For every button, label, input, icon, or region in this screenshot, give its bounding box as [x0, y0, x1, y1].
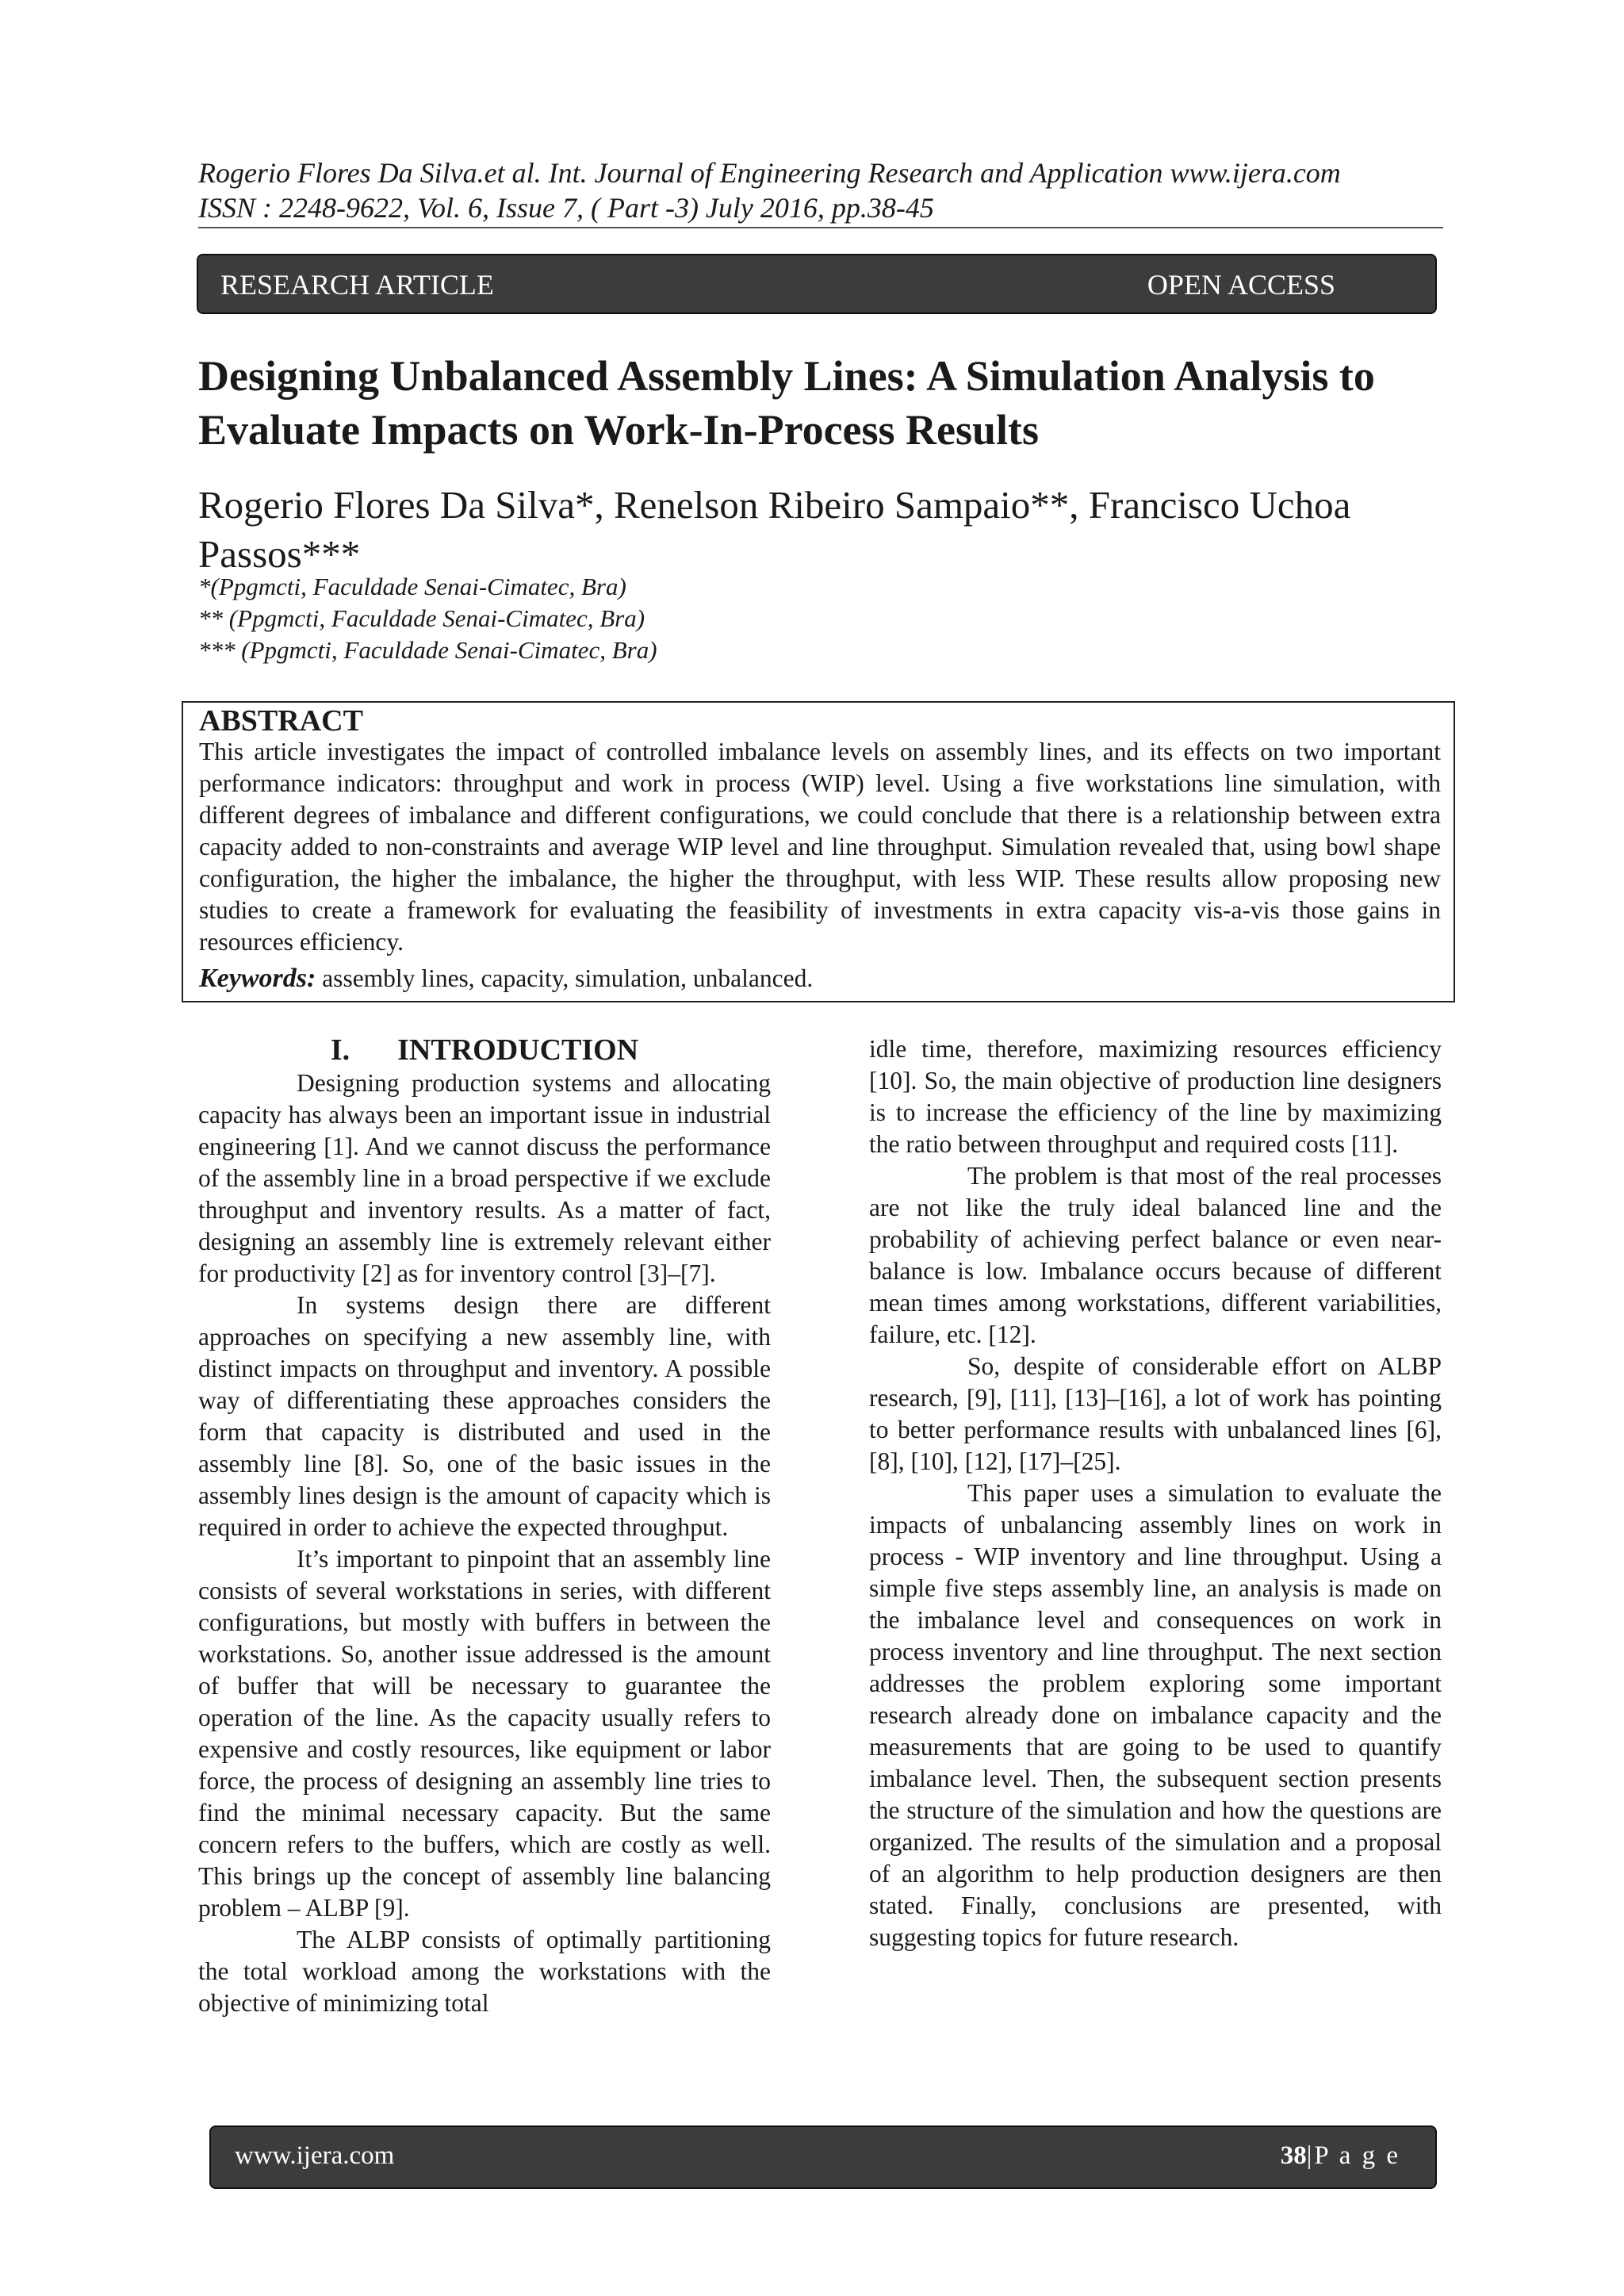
- paragraph: Designing production systems and allocating capacity has always been an important issue in industrial engineering [1]. And we cannot discuss the performance of the assembly line in a broad perspective if we exclude throughput and inventory results. As a matter of fact, designing an assembly line is extremely relevant either for productivity [2] as for inventory control [3]–[7].: [198, 1069, 771, 1287]
- research-article-label: RESEARCH ARTICLE: [220, 269, 494, 301]
- paper-title: Designing Unbalanced Assembly Lines: A Simulation Analysis to Evaluate Impacts on Work-In-Process Results: [198, 352, 1375, 454]
- page-label: P a g e: [1314, 2141, 1400, 2170]
- page-number: 38: [1280, 2141, 1307, 2170]
- open-access-label: OPEN ACCESS: [1147, 269, 1335, 301]
- paragraph: It’s important to pinpoint that an assembly line consists of several workstations in series, with different configurations, but mostly with buffers in between the workstations. So, another issue addressed is the amount of buffer that will be necessary to guarantee the operation of the line. As the capacity usually refers to expensive and costly resources, like equipment or labor force, the process of designing an assembly line tries to find the minimal necessary capacity. But the same concern refers to the buffers, which are costly as well. This brings up the concept of assembly line balancing problem – ALBP [9].: [198, 1545, 771, 1922]
- page-footer: [209, 2125, 1437, 2189]
- paragraph: So, despite of considerable effort on ALBP research, [9], [11], [13]–[16], a lot of work has pointing to better performance results with unbalanced lines [6], [8], [10], [12], [17]–[25].: [869, 1352, 1442, 1475]
- paragraph: The ALBP consists of optimally partitioning the total workload among the workstations with the objective of minimizing total: [198, 1926, 771, 2017]
- paragraph: idle time, therefore, maximizing resources efficiency [10]. So, the main objective of production line designers is to increase the efficiency of the line by maximizing the ratio between throughput and required costs [11].: [869, 1035, 1442, 1158]
- section-heading-introduction: [198, 1033, 771, 1068]
- keywords-text: assembly lines, capacity, simulation, unbalanced.: [316, 964, 814, 992]
- affiliation-1: *(Ppgmcti, Faculdade Senai-Cimatec, Bra): [198, 573, 626, 600]
- keywords-label: Keywords:: [199, 964, 316, 993]
- author-list: Rogerio Flores Da Silva*, Renelson Ribeiro Sampaio**, Francisco Uchoa Passos***: [198, 483, 1351, 576]
- abstract-heading: ABSTRACT: [199, 704, 363, 738]
- paragraph: The problem is that most of the real processes are not like the truly ideal balanced line and the probability of achieving perfect balance or even near-balance is low. Imbalance occurs because of different mean times among workstations, different variabilities, failure, etc. [12].: [869, 1162, 1442, 1348]
- footer-website: www.ijera.com: [235, 2141, 395, 2170]
- right-column: [869, 1033, 1442, 1953]
- paragraph: This paper uses a simulation to evaluate the impacts of unbalancing assembly lines on work in process - WIP inventory and line throughput. Using a simple five steps assembly line, an analysis is made on the imbalance level and consequences on work in process inventory and line throughput. The next section addresses the problem exploring some important research already done on imbalance capacity and the measurements that are going to be used to quantify imbalance level. Then, the subsequent section presents the structure of the simulation and how the questions are organized. The results of the simulation and a proposal of an algorithm to help production designers are then stated. Finally, conclusions are presented, with suggesting topics for future research.: [869, 1479, 1442, 1951]
- section-title: INTRODUCTION: [397, 1033, 639, 1067]
- affiliation-3: *** (Ppgmcti, Faculdade Senai-Cimatec, Bra): [198, 636, 657, 664]
- abstract-text: This article investigates the impact of controlled imbalance levels on assembly lines, and its effects on two important performance indicators: throughput and work in process (WIP) level. Using a five workstations line simulation, with different degrees of imbalance and different configurations, we could conclude that there is a relationship between extra capacity added to non-constraints and average WIP level and line throughput. Simulation revealed that, using bowl shape configuration, the higher the imbalance, the higher the throughput, with less WIP. These results allow proposing new studies to create a framework for evaluating the feasibility of investments in extra capacity vis-a-vis those gains in resources efficiency.: [199, 738, 1441, 956]
- section-number: I.: [330, 1033, 350, 1067]
- left-column: [198, 1033, 771, 2019]
- article-type-banner: [197, 254, 1437, 314]
- footer-page-number: 38|P a g e: [1280, 2141, 1400, 2170]
- keywords-line: [199, 963, 1441, 995]
- running-header-issn: ISSN : 2248-9622, Vol. 6, Issue 7, ( Part -3) July 2016, pp.38-45: [198, 192, 934, 224]
- running-header-citation: Rogerio Flores Da Silva.et al. Int. Journal of Engineering Research and Application www.ijera.com: [198, 157, 1341, 189]
- header-rule: [198, 227, 1443, 228]
- affiliation-2: ** (Ppgmcti, Faculdade Senai-Cimatec, Bra): [198, 604, 645, 632]
- paragraph: In systems design there are different approaches on specifying a new assembly line, with distinct impacts on throughput and inventory. A possible way of differentiating these approaches considers the form that capacity is distributed and used in the assembly line [8]. So, one of the basic issues in the assembly lines design is the amount of capacity which is required in order to achieve the expected throughput.: [198, 1291, 771, 1541]
